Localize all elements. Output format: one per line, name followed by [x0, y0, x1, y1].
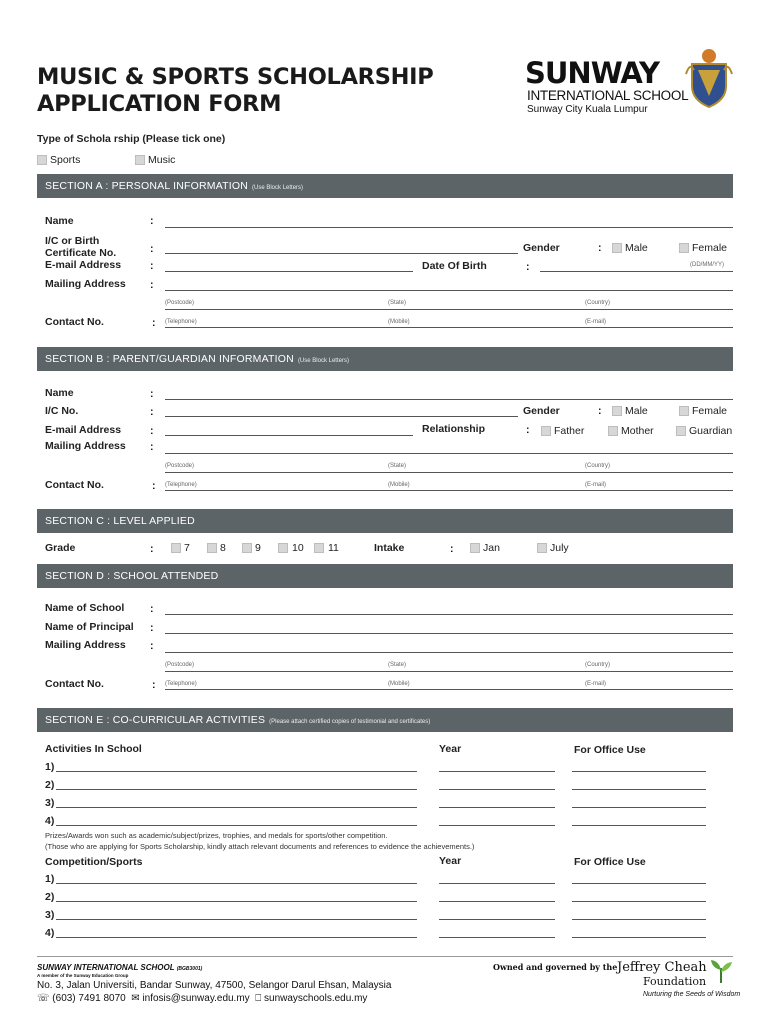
a-gender-label: Gender — [523, 242, 560, 254]
leaf-logo-icon — [708, 958, 734, 984]
activity-number: 1) — [45, 761, 55, 773]
activity-field-1[interactable] — [56, 771, 417, 772]
d-contact-label: Contact No. — [45, 678, 104, 690]
c-grade-label: Grade — [45, 542, 76, 554]
colon: : — [150, 406, 154, 418]
competition-office-field-4 — [572, 937, 706, 938]
grade-9-label: 9 — [255, 542, 261, 554]
sports-option-label: Sports — [50, 154, 81, 166]
competition-office-field-1 — [572, 883, 706, 884]
footer-school-name: SUNWAY INTERNATIONAL SCHOOL (BGB3001) — [37, 963, 203, 972]
intake-july-label: July — [550, 542, 569, 554]
a-email-field[interactable] — [165, 271, 413, 272]
colon: : — [526, 424, 530, 436]
d-school-field[interactable] — [165, 614, 733, 615]
colon: : — [598, 405, 602, 417]
c-intake-label: Intake — [374, 542, 405, 554]
activity-field-4[interactable] — [56, 825, 417, 826]
d-mobile-hint: (Mobile) — [388, 681, 410, 687]
activity-year-field-3[interactable] — [439, 807, 555, 808]
music-option-label: Music — [148, 154, 176, 166]
footer-divider — [37, 956, 733, 957]
intake-july-checkbox[interactable] — [537, 543, 547, 553]
footer-owned: Owned and governed by the — [493, 962, 618, 972]
colon: : — [450, 543, 454, 555]
b-email-hint: (E-mail) — [585, 482, 606, 488]
b-mailing-field-2[interactable] — [165, 472, 733, 473]
competition-year-field-2[interactable] — [439, 901, 555, 902]
a-email-label: E-mail Address — [45, 259, 122, 271]
competition-field-2[interactable] — [56, 901, 417, 902]
grade-8-checkbox[interactable] — [207, 543, 217, 553]
b-mailing-field-1[interactable] — [165, 453, 733, 454]
footer-phone: (603) 7491 8070 — [52, 993, 126, 1004]
colon: : — [152, 317, 156, 329]
b-guardian-checkbox[interactable] — [676, 426, 686, 436]
mail-icon: ✉ — [131, 993, 140, 1004]
a-state-hint: (State) — [388, 300, 407, 306]
activity-field-2[interactable] — [56, 789, 417, 790]
competition-office-field-3 — [572, 919, 706, 920]
a-mailing-field-2[interactable] — [165, 309, 733, 310]
activity-year-field-4[interactable] — [439, 825, 555, 826]
e-office-label: For Office Use — [574, 744, 646, 756]
d-principal-field[interactable] — [165, 633, 733, 634]
a-female-label: Female — [692, 242, 728, 254]
jc-foundation-word: Foundation — [643, 975, 707, 988]
a-male-checkbox[interactable] — [612, 243, 622, 253]
a-dob-format: (DD/MM/YY) — [690, 262, 724, 268]
b-female-label: Female — [692, 405, 728, 417]
colon: : — [150, 441, 154, 453]
b-ic-label: I/C No. — [45, 405, 79, 417]
b-ic-field[interactable] — [165, 416, 518, 417]
competition-year-field-3[interactable] — [439, 919, 555, 920]
d-contact-field[interactable] — [165, 689, 733, 690]
d-telephone-hint: (Telephone) — [165, 681, 197, 687]
b-name-label: Name — [45, 387, 74, 399]
a-ic-field[interactable] — [165, 253, 518, 254]
a-email-hint: (E-mail) — [585, 319, 606, 325]
colon: : — [150, 425, 154, 437]
d-email-hint: (E-mail) — [585, 681, 606, 687]
colon: : — [150, 388, 154, 400]
music-checkbox[interactable] — [135, 155, 145, 165]
competition-year-field-4[interactable] — [439, 937, 555, 938]
section-b-header: SECTION B : PARENT/GUARDIAN INFORMATION (Use Block Letters) — [37, 347, 733, 371]
b-father-label: Father — [554, 425, 585, 437]
b-email-label: E-mail Address — [45, 424, 122, 436]
activity-field-3[interactable] — [56, 807, 417, 808]
b-mother-label: Mother — [621, 425, 654, 437]
b-state-hint: (State) — [388, 463, 407, 469]
b-guardian-label: Guardian — [689, 425, 733, 437]
a-dob-field[interactable] — [540, 271, 733, 272]
footer-member: A member of the Sunway Education Group — [37, 973, 129, 978]
b-gender-label: Gender — [523, 405, 560, 417]
competition-field-1[interactable] — [56, 883, 417, 884]
grade-10-label: 10 — [292, 542, 304, 554]
b-contact-label: Contact No. — [45, 479, 104, 491]
grade-7-label: 7 — [184, 542, 190, 554]
competition-year-field-1[interactable] — [439, 883, 555, 884]
competition-number: 4) — [45, 927, 55, 939]
footer-contacts — [37, 993, 367, 1004]
a-ic-label: I/C or Birth Certificate No. — [45, 235, 117, 259]
grade-10-checkbox[interactable] — [278, 543, 288, 553]
activity-office-field-2 — [572, 789, 706, 790]
grade-7-checkbox[interactable] — [171, 543, 181, 553]
b-telephone-hint: (Telephone) — [165, 482, 197, 488]
d-mailing-field-1[interactable] — [165, 652, 733, 653]
colon: : — [150, 215, 154, 227]
b-male-label: Male — [625, 405, 648, 417]
e-note-1: Prizes/Awards won such as academic/subject/prizes, trophies, and medals for sports/other competition. — [45, 831, 388, 840]
scholarship-type-label: Type of Schola rship (Please tick one) — [37, 133, 226, 145]
e-competition-label: Competition/Sports — [45, 856, 143, 868]
footer-address: No. 3, Jalan Universiti, Bandar Sunway, 47500, Selangor Darul Ehsan, Malaysia — [37, 980, 392, 991]
activity-office-field-1 — [572, 771, 706, 772]
phone-icon: ☏ — [37, 993, 50, 1004]
a-country-hint: (Country) — [585, 300, 611, 306]
b-father-checkbox[interactable] — [541, 426, 551, 436]
b-male-checkbox[interactable] — [612, 406, 622, 416]
d-state-hint: (State) — [388, 662, 407, 668]
competition-number: 1) — [45, 873, 55, 885]
activity-office-field-4 — [572, 825, 706, 826]
b-name-field[interactable] — [165, 399, 733, 400]
competition-number: 3) — [45, 909, 55, 921]
a-male-label: Male — [625, 242, 648, 254]
colon: : — [152, 480, 156, 492]
e-note-2: (Those who are applying for Sports Scholarship, kindly attach relevant documents and references to evidence the achievements.) — [45, 842, 475, 851]
colon: : — [150, 260, 154, 272]
colon: : — [152, 679, 156, 691]
activity-office-field-3 — [572, 807, 706, 808]
b-contact-field[interactable] — [165, 490, 733, 491]
d-country-hint: (Country) — [585, 662, 611, 668]
a-mobile-hint: (Mobile) — [388, 319, 410, 325]
d-postcode-hint: (Postcode) — [165, 662, 195, 668]
competition-field-3[interactable] — [56, 919, 417, 920]
grade-9-checkbox[interactable] — [242, 543, 252, 553]
footer-email[interactable]: infosis@sunway.edu.my — [142, 993, 250, 1004]
footer-web[interactable]: sunwayschools.edu.my — [264, 993, 368, 1004]
activity-number: 2) — [45, 779, 55, 791]
a-mailing-field-1[interactable] — [165, 290, 733, 291]
a-dob-label: Date Of Birth — [422, 260, 487, 272]
colon: : — [150, 543, 154, 555]
sports-checkbox[interactable] — [37, 155, 47, 165]
e-office-label-2: For Office Use — [574, 856, 646, 868]
section-d-header: SECTION D : SCHOOL ATTENDED — [37, 564, 733, 588]
competition-number: 2) — [45, 891, 55, 903]
activity-number: 4) — [45, 815, 55, 827]
colon: : — [150, 243, 154, 255]
d-school-label: Name of School — [45, 602, 125, 614]
b-email-field[interactable] — [165, 435, 413, 436]
logo-subtitle: INTERNATIONAL SCHOOL — [527, 88, 689, 103]
grade-11-checkbox[interactable] — [314, 543, 324, 553]
a-mailing-label: Mailing Address — [45, 278, 126, 290]
activity-year-field-2[interactable] — [439, 789, 555, 790]
competition-office-field-2 — [572, 901, 706, 902]
colon: : — [150, 622, 154, 634]
colon: : — [526, 261, 530, 273]
b-mobile-hint: (Mobile) — [388, 482, 410, 488]
grade-8-label: 8 — [220, 542, 226, 554]
e-year-label-2: Year — [439, 855, 462, 867]
form-title: MUSIC & SPORTS SCHOLARSHIP APPLICATION FORM — [37, 64, 434, 117]
colon: : — [150, 640, 154, 652]
colon: : — [150, 279, 154, 291]
e-year-label: Year — [439, 743, 462, 755]
activity-year-field-1[interactable] — [439, 771, 555, 772]
intake-jan-checkbox[interactable] — [470, 543, 480, 553]
a-name-field[interactable] — [165, 227, 733, 228]
e-activities-label: Activities In School — [45, 743, 142, 755]
b-female-checkbox[interactable] — [679, 406, 689, 416]
d-mailing-label: Mailing Address — [45, 639, 126, 651]
section-c-header: SECTION C : LEVEL APPLIED — [37, 509, 733, 533]
a-contact-label: Contact No. — [45, 316, 104, 328]
web-icon: ⎕ — [255, 993, 262, 1004]
logo-city: Sunway City Kuala Lumpur — [527, 104, 648, 115]
a-telephone-hint: (Telephone) — [165, 319, 197, 325]
grade-11-label: 11 — [328, 542, 339, 554]
activity-number: 3) — [45, 797, 55, 809]
school-crest-icon — [684, 44, 734, 110]
a-contact-field[interactable] — [165, 327, 733, 328]
a-name-label: Name — [45, 215, 74, 227]
b-mailing-label: Mailing Address — [45, 440, 126, 452]
colon: : — [150, 603, 154, 615]
sunway-logo-text: SUNWAY — [525, 56, 660, 90]
section-a-header: SECTION A : PERSONAL INFORMATION (Use Block Letters) — [37, 174, 733, 198]
b-mother-checkbox[interactable] — [608, 426, 618, 436]
intake-jan-label: Jan — [483, 542, 500, 554]
competition-field-4[interactable] — [56, 937, 417, 938]
d-principal-label: Name of Principal — [45, 621, 134, 633]
a-female-checkbox[interactable] — [679, 243, 689, 253]
a-postcode-hint: (Postcode) — [165, 300, 195, 306]
b-country-hint: (Country) — [585, 463, 611, 469]
b-postcode-hint: (Postcode) — [165, 463, 195, 469]
section-e-header: SECTION E : CO-CURRICULAR ACTIVITIES (Please attach certified copies of testimonial and certificates) — [37, 708, 733, 732]
d-mailing-field-2[interactable] — [165, 671, 733, 672]
colon: : — [598, 242, 602, 254]
jc-tagline: Nurturing the Seeds of Wisdom — [643, 991, 741, 998]
b-relationship-label: Relationship — [422, 423, 486, 435]
jc-foundation-name: Jeffrey Cheah — [617, 960, 707, 975]
